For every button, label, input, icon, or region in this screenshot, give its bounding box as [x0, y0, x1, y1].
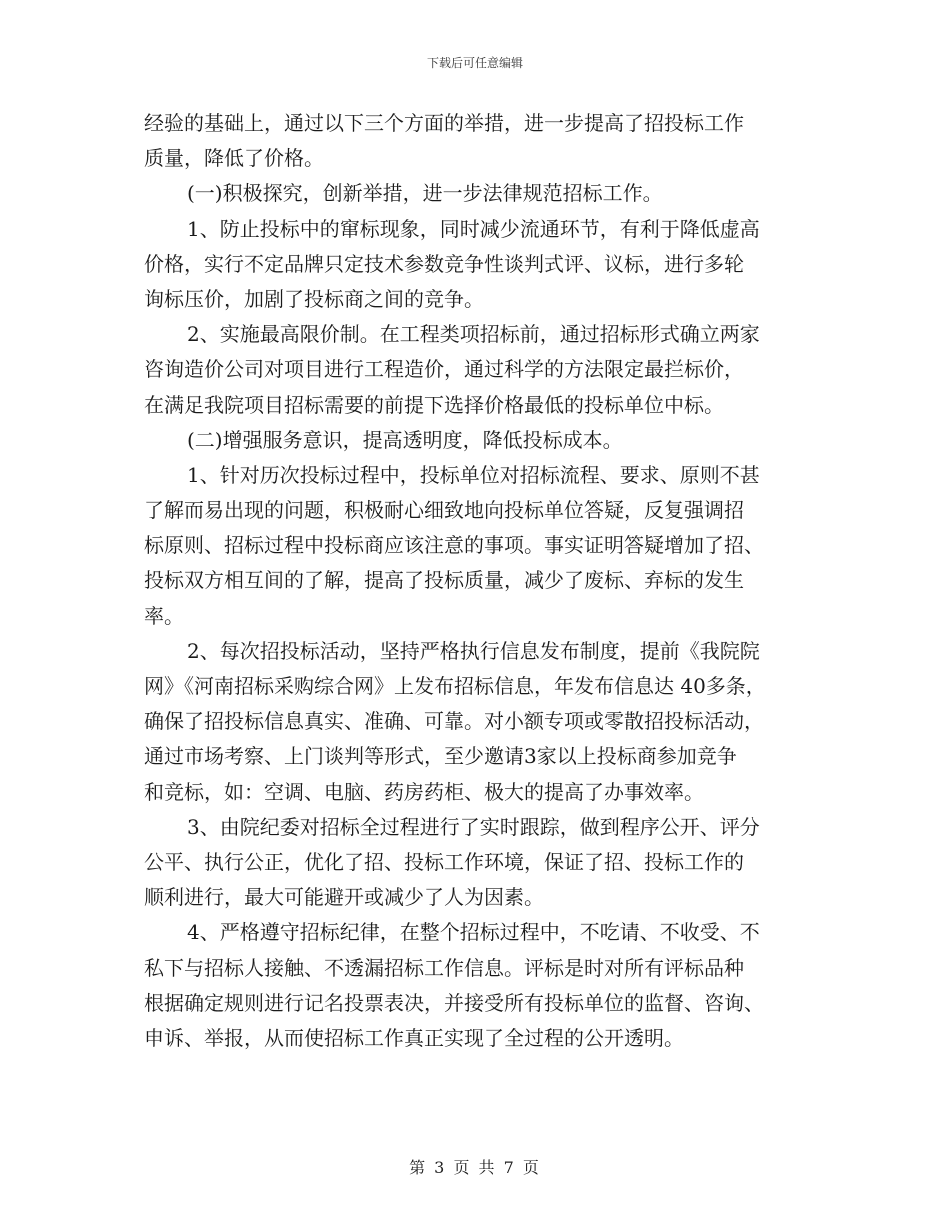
text-line: 2、实施最高限价制。在工程类项招标前，通过招标形式确立两家: [187, 322, 760, 347]
text-line: 询标压价，加剧了投标商之间的竞争。: [144, 286, 484, 311]
text-line: 标原则、招标过程中投标商应该注意的事项。事实证明答疑增加了招、: [144, 533, 764, 558]
text-line: 投标双方相互间的了解，提高了投标质量，减少了废标、弃标的发生: [144, 568, 744, 593]
text-line: (一)积极探究，创新举措，进一步法律规范招标工作。: [187, 181, 663, 206]
text-line: 2、每次招投标活动，坚持严格执行信息发布制度，提前《我院院: [187, 638, 760, 663]
page-header: 下载后可任意编辑: [426, 56, 523, 70]
text-line: 1、防止投标中的窜标现象，同时减少流通环节，有利于降低虚高: [187, 216, 760, 241]
text-line: 3、由院纪委对招标全过程进行了实时跟踪，做到程序公开、评分: [187, 814, 760, 839]
page-footer: 第 3 页 共 7 页: [409, 1158, 541, 1177]
text-line: 网》《河南招标采购综合网》上发布招标信息，年发布信息达 40多条，: [144, 674, 766, 698]
text-line: 率。: [144, 603, 184, 628]
text-line: 在满足我院项目招标需要的前提下选择价格最低的投标单位中标。: [144, 392, 724, 417]
text-line: 了解而易出现的问题，积极耐心细致地向投标单位答疑，反复强调招: [144, 498, 744, 523]
text-line: 咨询造价公司对项目进行工程造价，通过科学的方法限定最拦标价，: [144, 357, 744, 382]
text-line: 价格，实行不定品牌只定技术参数竞争性谈判式评、议标，进行多轮: [144, 251, 744, 276]
text-line: 和竞标，如：空调、电脑、药房药柜、极大的提高了办事效率。: [144, 779, 704, 804]
text-line: 经验的基础上，通过以下三个方面的举措，进一步提高了招投标工作: [144, 111, 744, 135]
text-line: 公平、执行公正，优化了招、投标工作环境，保证了招、投标工作的: [144, 849, 744, 874]
text-line: 4、严格遵守招标纪律，在整个招标过程中，不吃请、不收受、不: [187, 920, 760, 945]
text-line: (二)增强服务意识，提高透明度，降低投标成本。: [187, 427, 623, 452]
text-line: 私下与招标人接触、不透漏招标工作信息。评标是时对所有评标品种: [144, 955, 744, 980]
text-line: 申诉、举报，从而使招标工作真正实现了全过程的公开透明。: [144, 1025, 684, 1050]
text-line: 通过市场考察、上门谈判等形式，至少邀请3家以上投标商参加竞争: [144, 744, 737, 769]
text-line: 1、针对历次投标过程中，投标单位对招标流程、要求、原则不甚: [187, 462, 760, 487]
text-line: 确保了招投标信息真实、准确、可靠。对小额专项或零散招投标活动，: [144, 709, 764, 734]
text-line: 质量，降低了价格。: [144, 146, 324, 171]
document-body: [144, 106, 814, 1056]
text-line: 根据确定规则进行记名投票表决，并接受所有投标单位的监督、咨询、: [144, 990, 764, 1015]
text-line: 顺利进行，最大可能避开或减少了人为因素。: [144, 885, 544, 910]
